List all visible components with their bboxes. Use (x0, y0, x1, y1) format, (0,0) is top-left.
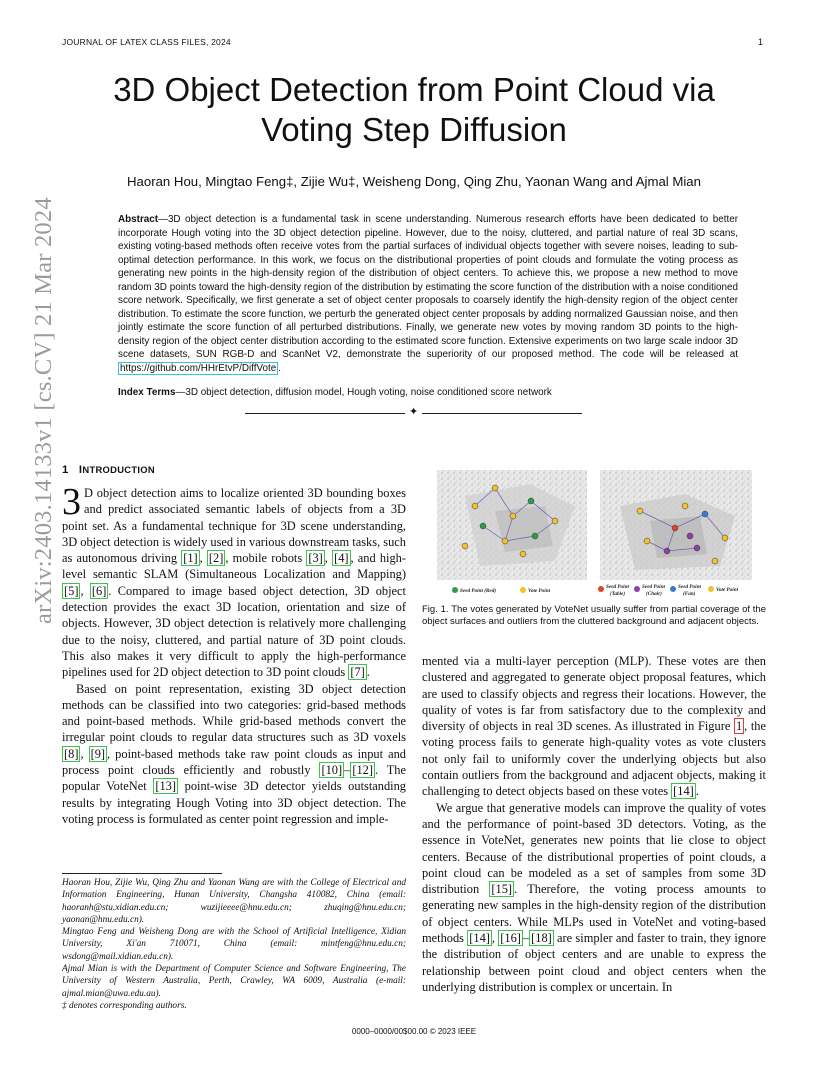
citation-link[interactable]: [16] (500, 931, 521, 946)
scene-left (437, 470, 587, 580)
citation-link[interactable]: [3] (308, 551, 323, 566)
paper-title: 3D Object Detection from Point Cloud via Voting Step Diffusion (113, 71, 715, 148)
index-terms-text: —3D object detection, diffusion model, Hough voting, noise conditioned score network (175, 387, 552, 398)
section-number: 1 (62, 464, 69, 476)
legend-label: Vote Point (528, 588, 551, 594)
legend-label: Vote Point (716, 587, 739, 593)
figure-illustration (435, 466, 755, 598)
separator-rule-left (245, 413, 405, 414)
citation-link[interactable]: [4] (334, 551, 349, 566)
intro-paragraph-2: Based on point representation, existing 3D object detection methods can be classified into two categories: grid-based methods and point-based methods. While grid-based methods convert the irregular point clouds to regular data structures such as 3D voxels [8] , [9] , point-based methods take raw point clouds as input and process point clouds efficiently and robustly [10] – [12] . The popular VoteNet [13] point-wise 3D detector yields outstanding results by integrating Hough Voting into 3D object detection. The voting process is formulated as center point regression and imple- (62, 681, 406, 826)
footnote: Ajmal Mian is with the Department of Computer Science and Software Engineering, The University of Western Australia, Perth, Crawley, WA 6009, Australia (e-mail: ajmal.mian@uwa.edu.au). (62, 964, 406, 999)
intro-column-right (422, 653, 766, 995)
intro-paragraph-1: 3 D object detection aims to localize oriented 3D bounding boxes and predict associated semantic labels of objects from a 3D point set. As a fundamental technique for 3D scene understanding, 3D object detection is widely used in various downstream tasks, such as autonomous driving [1] , [2] , mobile robots [3] , [4] , and high-level semantic SLAM (Simultaneous Localization and Mapping) [5] , [6] . Compared to image based object detection, 3D object detection provides the exact 3D location, orientation and size of objects. However, 3D object detection is relatively more challenging due to the noisy, cluttered, and partial nature of 3D point clouds. This also makes it very difficult to apply the high-performance pipelines used for 2D object detection to 3D point clouds [7] . (62, 481, 406, 680)
legend-swatch-vote (708, 586, 714, 592)
author-list: Haoran Hou, Mingtao Feng‡, Zijie Wu‡, Weisheng Dong, Qing Zhu, Yaonan Wang and Ajmal Mian (127, 174, 701, 189)
dropcap: 3 (62, 481, 81, 523)
citation-link[interactable]: [14] (469, 931, 490, 946)
separator-rule-right (422, 413, 582, 414)
legend-swatch-seed (452, 587, 458, 593)
index-terms-label: Index Terms (118, 387, 176, 398)
legend-sublabel: (Table) (610, 591, 626, 597)
legend-label: Seed Point (642, 584, 665, 590)
citation-link[interactable]: [7] (350, 665, 365, 680)
footnote: Mingtao Feng and Weisheng Dong are with the School of Artificial Intelligence, Xidian University, Xi'an 710071, China (email: mintfeng@hnu.edu.cn; wsdong@mail.xidian.edu.cn). (62, 927, 406, 962)
citation-link[interactable]: [13] (155, 779, 176, 794)
legend-swatch-fan (670, 586, 676, 592)
citation-link[interactable]: [15] (491, 882, 513, 897)
separator-diamond-icon: ✦ (409, 406, 419, 418)
citation-link[interactable]: [14] (673, 784, 694, 799)
citation-link[interactable]: [10] (321, 763, 343, 778)
citation-link[interactable]: [2] (208, 551, 224, 566)
legend-sublabel: (Chair) (646, 591, 662, 597)
index-terms (118, 387, 738, 398)
legend-sublabel: (Fan) (683, 591, 696, 597)
citation-link[interactable]: [8] (64, 746, 79, 761)
footnote-rule (62, 873, 222, 874)
footnote: ‡ denotes corresponding authors. (62, 1000, 187, 1011)
scene-right (600, 470, 752, 580)
legend-label: Seed Point (Red) (460, 588, 497, 594)
figure-caption: Fig. 1. The votes generated by VoteNet usually suffer from partial coverage of the object surfaces and outliers from the cluttered background and adjacent objects. (422, 604, 766, 627)
legend-label: Seed Point (678, 584, 701, 590)
legend-swatch-chair (634, 586, 640, 592)
abstract-label: Abstract (118, 214, 159, 225)
citation-link[interactable]: [1] (183, 551, 198, 566)
figure-ref-link[interactable]: 1 (735, 719, 743, 734)
running-header: JOURNAL OF LATEX CLASS FILES, 2024 (62, 37, 231, 47)
section-heading (62, 464, 155, 476)
figure-1 (435, 466, 755, 598)
code-link[interactable]: https://github.com/HHrEtvP/DiffVote (120, 363, 277, 375)
citation-link[interactable]: [9] (90, 746, 106, 761)
abstract-text: —3D object detection is a fundamental task in scene understanding. Numerous research efforts have been dedicated to better incorporate Hough voting into the 3D object detection pipeline. However, due to the noisy, cluttered, and partial nature of real 3D scans, existing voting-based methods often receive votes from the partial surfaces of individual objects together with severe noises, leading to sub-optimal detection performance. In this work, we focus on the distributional properties of point clouds and formulate the voting process as generating new points in the high-density region of the distribution of object centers. To achieve this, we propose a new method to move random 3D points toward the high-density region of the distribution by estimating the score function of the distribution with a noise conditioned score network. Specifically, we first generate a set of object center proposals to coarsely identify the high-density region of the object center distribution. To estimate the score function, we perturb the generated object center proposals by adding normalized Gaussian noise, and then jointly estimate the score function of all perturbed distributions. Finally, we generate new votes by moving random 3D points to the high-density region of the object center distribution according to the estimated score function. Extensive experiments on two large scale indoor 3D scene datasets, SUN RGB-D and ScanNet V2, demonstrate the superiority of our proposed method. The code will be released at (118, 214, 738, 361)
citation-link[interactable]: [6] (91, 583, 107, 598)
intro-paragraph-3: mented via a multi-layer perception (MLP). These votes are then clustered and aggregated to generate object proposal features, which are used to classify objects and regress their locations. However, the quality of votes is far from satisfactory due to the complexity and diversity of objects in real 3D scenes. As illustrated in Figure 1 , the voting process fails to generate high-quality votes as vote clusters not only fail to uniformly cover the underlying objects but also contain outliers from the background and adjacent objects, making it challenging to detect objects based on these votes [14] . (422, 654, 766, 799)
legend-swatch-vote (520, 587, 526, 593)
intro-paragraph-4: We argue that generative models can improve the quality of votes and the performance of point-based 3D detectors. Voting, as the essence in VoteNet, generates new points that lie close to object centers. Because of the distributional properties of point clouds, a point cloud can be modeled as a set of samples from some 3D distribution [15] . Therefore, the voting process amounts to generating new samples in the high-density region of the distribution of object centers. While MLPs used in VoteNet and voting-based methods [14] , [16] – [18] are simpler and faster to train, they ignore the distribution of object centers and are unable to express the relationship between point cloud and object centers when the underlying distribution is complex or uncertain. In (422, 800, 766, 994)
footnote: Haoran Hou, Zijie Wu, Qing Zhu and Yaonan Wang are with the College of Electrical and Information Engineering, Hunan University, Changsha 410082, China (email: haoranh@stu.xidian.edu.cn; wuzijieeee@hnu.edu.cn; zhuqing@hnu.edu.cn; yaonan@hnu.edu.cn). (62, 878, 406, 925)
section-title-initial: I (78, 464, 83, 476)
footnotes (62, 877, 406, 1012)
citation-link[interactable]: [5] (64, 583, 79, 598)
legend-label: Seed Point (606, 584, 629, 590)
arxiv-stamp: arXiv:2403.14133v1 [cs.CV] 21 Mar 2024 (30, 197, 57, 624)
citation-link[interactable]: [12] (352, 763, 373, 778)
section-title-rest: NTRODUCTION (82, 464, 155, 475)
page-number: 1 (758, 37, 764, 47)
abstract-end: . (278, 363, 281, 375)
legend-swatch-table (598, 586, 604, 592)
copyright-footer: 0000–0000/00$00.00 © 2023 IEEE (351, 1027, 477, 1036)
abstract (118, 213, 738, 376)
intro-column-left (62, 481, 406, 827)
citation-link[interactable]: [18] (531, 931, 552, 946)
